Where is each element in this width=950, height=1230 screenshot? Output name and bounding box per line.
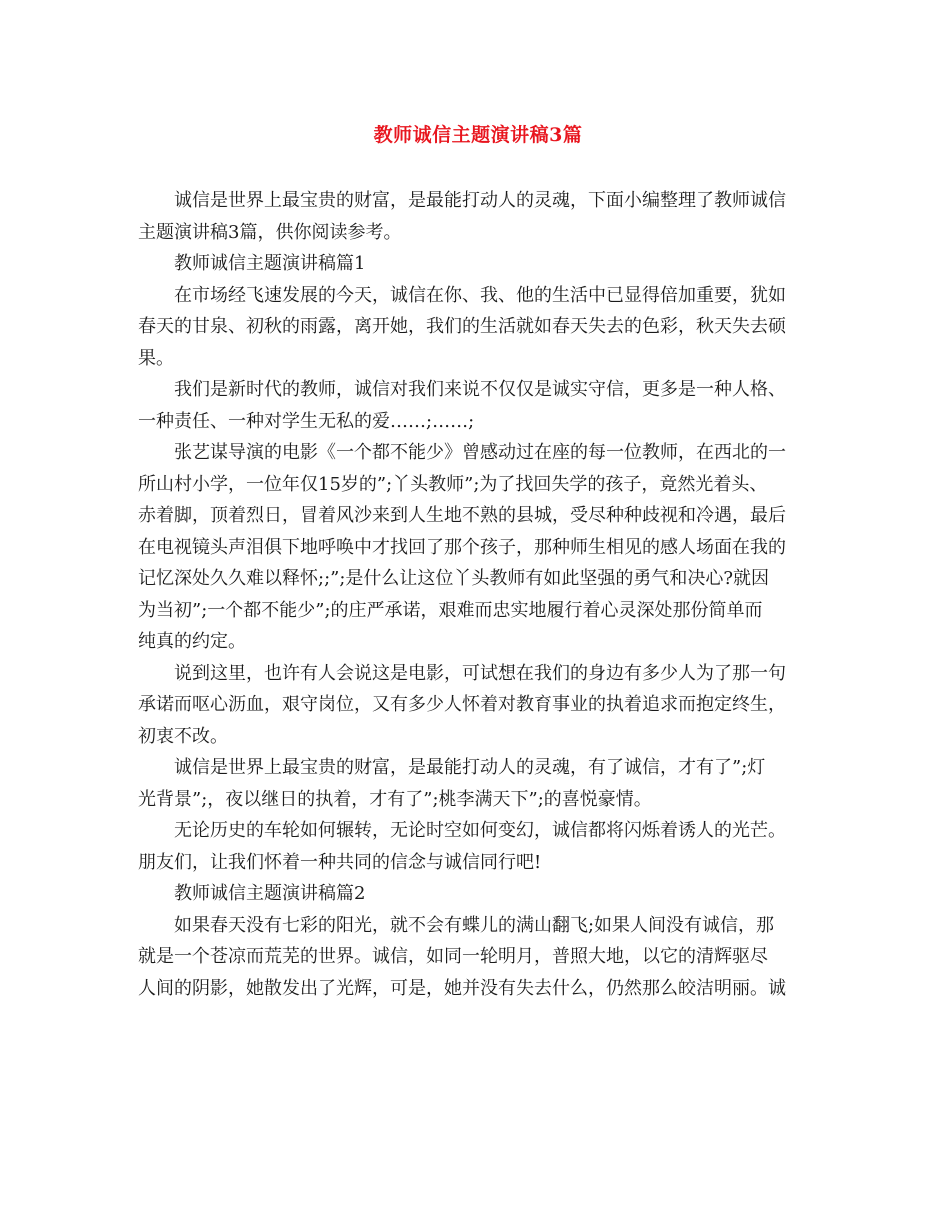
text-line: 为当初”;一个都不能少”;的庄严承诺，艰难而忠实地履行着心灵深处那份简单而 (138, 599, 763, 621)
paragraph (138, 752, 818, 815)
text-line: 教师诚信主题演讲稿篇2 (174, 883, 366, 904)
text-line: 在电视镜头声泪俱下地呼唤中才找回了那个孩子，那种师生相见的感人场面在我的 (138, 536, 786, 558)
text-line: 说到这里，也许有人会说这是电影，可试想在我们的身边有多少人为了那一句 (174, 662, 786, 684)
document-body (138, 185, 818, 1004)
paragraph (138, 815, 818, 878)
text-line: 春天的甘泉、初秋的雨露，离开她，我们的生活就如春天失去的色彩，秋天失去硕 (138, 316, 786, 337)
paragraph (138, 437, 818, 658)
text-line: 朋友们，让我们怀着一种共同的信念与诚信同行吧! (138, 851, 542, 873)
text-line: 就是一个苍凉而荒芜的世界。诚信，如同一轮明月，普照大地，以它的清辉驱尽 (138, 946, 768, 967)
paragraph (138, 910, 818, 1005)
text-line: 诚信是世界上最宝贵的财富，是最能打动人的灵魂，有了诚信，才有了”;灯 (174, 757, 766, 778)
paragraph (138, 280, 818, 375)
text-line: 初衷不改。 (138, 725, 228, 747)
text-line: 人间的阴影，她散发出了光辉，可是，她并没有失去什么，仍然那么皎洁明丽。诚 (138, 977, 786, 999)
text-line: 赤着脚，顶着烈日，冒着风沙来到人生地不熟的县城，受尽种种歧视和冷遇，最后 (138, 505, 786, 526)
text-line: 如果春天没有七彩的阳光，就不会有蝶儿的满山翻飞;如果人间没有诚信，那 (174, 914, 775, 936)
text-line: 无论历史的车轮如何辗转，无论时空如何变幻，诚信都将闪烁着诱人的光芒。 (174, 820, 786, 841)
document-title: 教师诚信主题演讲稿3篇 (373, 124, 583, 146)
text-line: 记忆深处久久难以释怀;;”;是什么让这位丫头教师有如此坚强的勇气和决心?就因 (138, 568, 770, 589)
text-line: 在市场经飞速发展的今天，诚信在你、我、他的生活中已显得倍加重要，犹如 (174, 284, 786, 306)
paragraph (138, 658, 818, 753)
text-line: 果。 (138, 347, 174, 369)
text-line: 教师诚信主题演讲稿篇1 (174, 253, 366, 274)
text-line: 所山村小学，一位年仅15岁的”;丫头教师”;为了找回失学的孩子，竟然光着头、 (138, 473, 768, 495)
text-line: 诚信是世界上最宝贵的财富，是最能打动人的灵魂，下面小编整理了教师诚信 (174, 190, 786, 211)
text-line: 承诺而呕心沥血，艰守岗位，又有多少人怀着对教育事业的执着追求而抱定终生， (138, 694, 786, 715)
text-line: 主题演讲稿3篇，供你阅读参考。 (138, 221, 402, 243)
text-line: 张艺谋导演的电影《一个都不能少》曾感动过在座的每一位教师，在西北的一 (174, 442, 786, 463)
text-line: 光背景”;，夜以继日的执着，才有了”;桃李满天下”;的喜悦豪情。 (138, 788, 652, 810)
text-line: 我们是新时代的教师，诚信对我们来说不仅仅是诚实守信，更多是一种人格、 (174, 379, 786, 400)
section-heading (138, 878, 818, 910)
paragraph (138, 185, 818, 248)
paragraph (138, 374, 818, 437)
section-heading (138, 248, 818, 280)
text-line: 纯真的约定。 (138, 631, 246, 652)
document-page (138, 118, 818, 1004)
text-line: 一种责任、一种对学生无私的爱……;……; (138, 410, 475, 432)
